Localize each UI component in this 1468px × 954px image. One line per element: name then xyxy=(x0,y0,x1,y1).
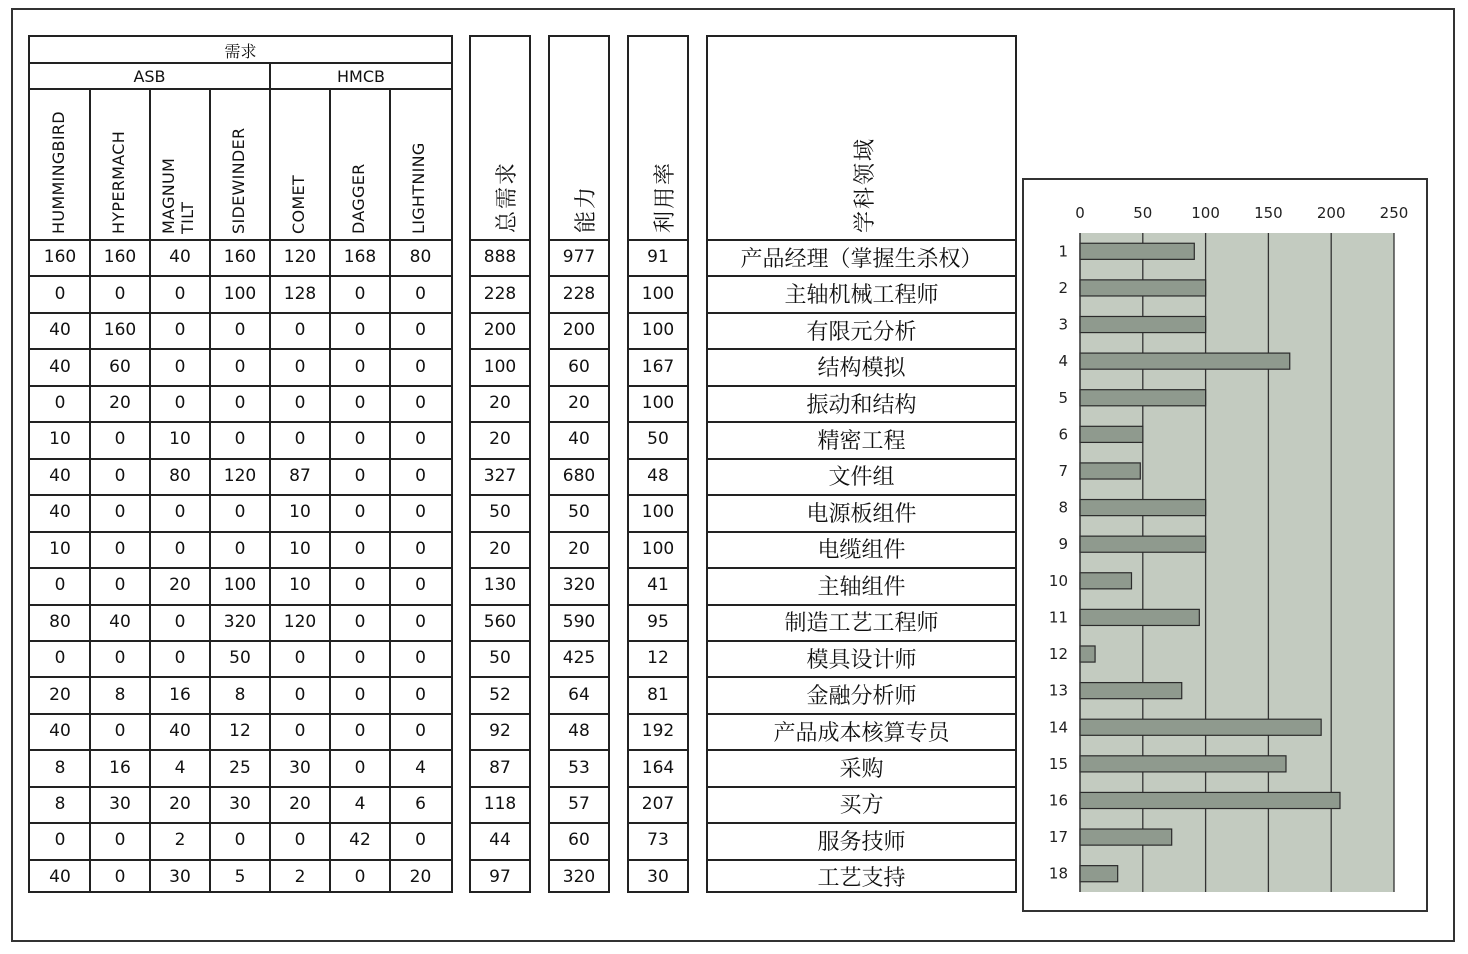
bar xyxy=(1080,280,1206,296)
demand-cell: 0 xyxy=(294,721,306,742)
bar xyxy=(1080,536,1206,552)
demand-cell: 0 xyxy=(354,648,366,669)
bar xyxy=(1080,829,1172,845)
discipline-cell: 电缆组件 xyxy=(817,538,906,564)
utilization-cell: 41 xyxy=(647,575,669,596)
demand-cell: 40 xyxy=(49,721,71,742)
utilization-cell: 100 xyxy=(641,393,675,414)
demand-cell: 0 xyxy=(114,502,126,523)
product-header: DAGGER xyxy=(348,163,368,234)
discipline-cell: 服务技师 xyxy=(817,829,906,855)
utilization-cell: 100 xyxy=(641,502,675,523)
capacity-cell: 590 xyxy=(562,611,596,632)
demand-cell: 0 xyxy=(354,465,366,486)
demand-cell: 40 xyxy=(169,721,191,742)
utilization-cell: 95 xyxy=(647,611,669,632)
demand-cell: 20 xyxy=(409,866,432,887)
demand-cell: 0 xyxy=(415,465,426,486)
demand-cell: 6 xyxy=(415,793,426,814)
bar xyxy=(1080,353,1290,369)
total-demand-cell: 118 xyxy=(483,793,517,814)
total-demand-cell: 228 xyxy=(483,283,517,304)
capacity-column xyxy=(548,35,610,893)
demand-cell: 80 xyxy=(49,611,71,632)
demand-cell: 0 xyxy=(415,356,426,377)
discipline-cell: 买方 xyxy=(839,793,884,819)
demand-cell: 0 xyxy=(354,611,366,632)
demand-cell: 4 xyxy=(174,757,186,778)
demand-cell: 0 xyxy=(415,393,426,414)
utilization-cell: 192 xyxy=(641,721,675,742)
demand-cell: 0 xyxy=(234,830,246,851)
demand-cell: 0 xyxy=(174,356,186,377)
demand-cell: 0 xyxy=(354,393,366,414)
demand-cell: 0 xyxy=(354,721,366,742)
demand-cell: 0 xyxy=(354,356,366,377)
discipline-header: 学科领域 xyxy=(853,136,878,233)
bar xyxy=(1080,609,1199,625)
chart-canvas xyxy=(1024,180,1426,910)
total-demand-cell: 20 xyxy=(489,393,511,414)
capacity-cell: 977 xyxy=(562,247,596,268)
demand-cell: 160 xyxy=(103,320,137,341)
utilization-cell: 81 xyxy=(647,684,669,705)
demand-cell: 0 xyxy=(294,320,306,341)
demand-cell: 128 xyxy=(283,283,317,304)
product-header: HUMMINGBIRD xyxy=(48,111,68,234)
demand-cell: 10 xyxy=(289,538,311,559)
demand-cell: 40 xyxy=(49,320,71,341)
demand-cell: 2 xyxy=(174,830,186,851)
utilization-cell: 73 xyxy=(647,830,669,851)
utilization-cell: 100 xyxy=(641,320,675,341)
demand-cell: 0 xyxy=(354,866,366,887)
demand-cell: 0 xyxy=(415,429,426,450)
demand-cell: 20 xyxy=(169,575,191,596)
bar xyxy=(1080,719,1321,735)
demand-cell: 0 xyxy=(415,502,426,523)
capacity-cell: 20 xyxy=(568,393,590,414)
demand-cell: 16 xyxy=(109,757,131,778)
demand-cell: 120 xyxy=(223,465,257,486)
y-tick-label: 11 xyxy=(1048,608,1068,627)
group-header-asb: ASB xyxy=(133,66,166,86)
demand-cell: 0 xyxy=(114,866,126,887)
x-tick-label: 150 xyxy=(1254,204,1283,222)
capacity-cell: 60 xyxy=(568,830,590,851)
y-tick-label: 16 xyxy=(1048,791,1068,810)
demand-cell: 0 xyxy=(54,283,66,304)
discipline-cell: 金融分析师 xyxy=(806,684,917,710)
demand-header: 需求 xyxy=(224,41,257,61)
total-demand-cell: 50 xyxy=(489,502,511,523)
demand-cell: 30 xyxy=(109,793,131,814)
total-demand-cell: 20 xyxy=(489,429,511,450)
utilization-cell: 207 xyxy=(641,793,675,814)
demand-cell: 0 xyxy=(415,684,426,705)
capacity-header: 能力 xyxy=(574,184,599,233)
demand-cell: 10 xyxy=(289,502,311,523)
product-header: MAGNUM TILT xyxy=(159,157,197,234)
y-tick-label: 17 xyxy=(1048,828,1068,847)
demand-cell: 100 xyxy=(223,575,257,596)
demand-cell: 0 xyxy=(354,502,366,523)
discipline-cell: 产品成本核算专员 xyxy=(773,720,950,746)
demand-table xyxy=(28,35,453,893)
demand-cell: 0 xyxy=(174,538,186,559)
demand-cell: 0 xyxy=(174,502,186,523)
product-header: SIDEWINDER xyxy=(228,127,248,234)
demand-cell: 87 xyxy=(289,465,311,486)
utilization-header: 利用率 xyxy=(653,160,678,233)
utilization-cell: 91 xyxy=(647,247,669,268)
demand-cell: 4 xyxy=(354,793,366,814)
y-tick-label: 14 xyxy=(1048,718,1068,737)
total-demand-column xyxy=(469,35,531,893)
total-demand-cell: 200 xyxy=(483,320,517,341)
total-demand-cell: 97 xyxy=(489,866,511,887)
capacity-cell: 20 xyxy=(568,538,590,559)
total-demand-cell: 327 xyxy=(483,465,517,486)
y-tick-label: 8 xyxy=(1058,498,1068,517)
demand-cell: 0 xyxy=(234,429,246,450)
demand-cell: 8 xyxy=(54,793,66,814)
demand-cell: 160 xyxy=(103,247,137,268)
discipline-cell: 精密工程 xyxy=(817,428,906,454)
demand-cell: 160 xyxy=(43,247,77,268)
bar xyxy=(1080,390,1206,406)
demand-cell: 0 xyxy=(54,393,66,414)
utilization-cell: 30 xyxy=(647,866,669,887)
demand-cell: 80 xyxy=(409,247,432,268)
discipline-column xyxy=(706,35,1017,893)
demand-cell: 120 xyxy=(283,247,317,268)
capacity-cell: 228 xyxy=(562,283,596,304)
x-tick-label: 100 xyxy=(1191,204,1220,222)
utilization-cell: 167 xyxy=(641,356,675,377)
demand-cell: 320 xyxy=(223,611,257,632)
demand-cell: 0 xyxy=(174,283,186,304)
y-tick-label: 3 xyxy=(1058,315,1068,334)
utilization-cell: 100 xyxy=(641,283,675,304)
demand-cell: 0 xyxy=(234,502,246,523)
demand-cell: 10 xyxy=(49,538,71,559)
capacity-cell: 53 xyxy=(568,757,590,778)
demand-cell: 0 xyxy=(415,538,426,559)
demand-cell: 0 xyxy=(294,393,306,414)
demand-cell: 0 xyxy=(415,721,426,742)
discipline-cell: 有限元分析 xyxy=(806,319,917,345)
utilization-cell: 48 xyxy=(647,465,669,486)
demand-cell: 10 xyxy=(169,429,191,450)
total-demand-cell: 50 xyxy=(489,648,511,669)
capacity-cell: 200 xyxy=(562,320,596,341)
demand-cell: 30 xyxy=(169,866,191,887)
demand-cell: 0 xyxy=(415,830,426,851)
demand-cell: 20 xyxy=(169,793,191,814)
y-tick-label: 13 xyxy=(1048,681,1068,700)
demand-cell: 0 xyxy=(354,538,366,559)
demand-cell: 0 xyxy=(415,648,426,669)
total-demand-cell: 20 xyxy=(489,538,511,559)
demand-cell: 80 xyxy=(169,465,191,486)
discipline-cell: 主轴机械工程师 xyxy=(784,283,939,309)
product-header: LIGHTNING xyxy=(409,142,428,234)
discipline-cell: 文件组 xyxy=(828,465,895,491)
capacity-cell: 320 xyxy=(562,866,596,887)
bar xyxy=(1080,792,1340,808)
demand-cell: 0 xyxy=(354,320,366,341)
discipline-cell: 采购 xyxy=(839,757,884,783)
bar xyxy=(1080,573,1131,589)
demand-cell: 0 xyxy=(415,320,426,341)
demand-cell: 0 xyxy=(54,575,66,596)
demand-cell: 0 xyxy=(174,393,186,414)
capacity-cell: 40 xyxy=(568,429,590,450)
demand-cell: 5 xyxy=(234,866,246,887)
demand-cell: 40 xyxy=(49,356,71,377)
demand-cell: 0 xyxy=(354,283,366,304)
x-tick-label: 200 xyxy=(1316,204,1346,222)
y-tick-label: 15 xyxy=(1048,754,1068,773)
demand-cell: 10 xyxy=(289,575,311,596)
demand-cell: 120 xyxy=(283,611,317,632)
demand-cell: 0 xyxy=(294,830,306,851)
demand-cell: 8 xyxy=(234,684,246,705)
demand-cell: 0 xyxy=(415,611,426,632)
bar xyxy=(1080,463,1140,479)
demand-cell: 0 xyxy=(114,538,126,559)
demand-cell: 20 xyxy=(49,684,71,705)
demand-cell: 0 xyxy=(415,283,426,304)
demand-cell: 0 xyxy=(54,648,66,669)
capacity-cell: 48 xyxy=(568,721,590,742)
bar xyxy=(1080,316,1206,332)
demand-cell: 0 xyxy=(174,648,186,669)
y-tick-label: 18 xyxy=(1048,864,1068,883)
demand-cell: 0 xyxy=(294,648,306,669)
demand-cell: 0 xyxy=(114,721,126,742)
demand-cell: 0 xyxy=(114,465,126,486)
demand-cell: 40 xyxy=(49,465,71,486)
total-demand-header: 总需求 xyxy=(495,160,520,233)
demand-cell: 4 xyxy=(415,757,426,778)
y-tick-label: 4 xyxy=(1058,352,1068,371)
demand-cell: 12 xyxy=(229,721,251,742)
capacity-cell: 320 xyxy=(562,575,596,596)
demand-cell: 40 xyxy=(169,247,191,268)
demand-cell: 0 xyxy=(234,538,246,559)
capacity-cell: 60 xyxy=(568,356,590,377)
capacity-cell: 50 xyxy=(568,502,590,523)
demand-cell: 0 xyxy=(174,611,186,632)
demand-cell: 8 xyxy=(114,684,126,705)
total-demand-cell: 100 xyxy=(483,356,517,377)
demand-cell: 40 xyxy=(49,502,71,523)
demand-cell: 168 xyxy=(343,247,377,268)
demand-cell: 100 xyxy=(223,283,257,304)
demand-cell: 0 xyxy=(415,575,426,596)
demand-cell: 0 xyxy=(294,684,306,705)
bar xyxy=(1080,500,1206,516)
demand-cell: 0 xyxy=(294,429,306,450)
demand-cell: 0 xyxy=(114,429,126,450)
demand-cell: 2 xyxy=(294,866,306,887)
discipline-cell: 主轴组件 xyxy=(817,574,906,600)
y-tick-label: 5 xyxy=(1058,388,1068,407)
utilization-cell: 12 xyxy=(647,648,669,669)
discipline-cell: 产品经理（掌握生杀权） xyxy=(740,246,983,272)
demand-cell: 0 xyxy=(234,393,246,414)
discipline-cell: 工艺支持 xyxy=(817,866,906,892)
demand-cell: 42 xyxy=(349,830,371,851)
demand-cell: 30 xyxy=(289,757,311,778)
demand-cell: 20 xyxy=(289,793,311,814)
total-demand-cell: 52 xyxy=(489,684,511,705)
product-header: HYPERMACH xyxy=(108,130,128,234)
y-tick-label: 1 xyxy=(1058,242,1068,261)
demand-cell: 0 xyxy=(354,575,366,596)
demand-cell: 0 xyxy=(114,575,126,596)
demand-cell: 0 xyxy=(174,320,186,341)
bar xyxy=(1080,426,1143,442)
demand-cell: 160 xyxy=(223,247,257,268)
demand-cell: 50 xyxy=(229,648,251,669)
demand-cell: 10 xyxy=(49,429,71,450)
y-tick-label: 7 xyxy=(1058,461,1068,480)
utilization-column xyxy=(627,35,689,893)
discipline-cell: 结构模拟 xyxy=(817,356,906,382)
total-demand-cell: 888 xyxy=(483,247,517,268)
demand-cell: 25 xyxy=(229,757,251,778)
y-tick-label: 6 xyxy=(1058,425,1068,444)
demand-cell: 16 xyxy=(169,684,191,705)
demand-cell: 0 xyxy=(234,356,246,377)
x-tick-label: 250 xyxy=(1379,204,1409,222)
capacity-cell: 680 xyxy=(562,465,596,486)
bar xyxy=(1080,646,1095,662)
y-tick-label: 2 xyxy=(1058,278,1068,297)
total-demand-cell: 44 xyxy=(489,830,511,851)
demand-cell: 0 xyxy=(114,830,126,851)
utilization-bar-chart xyxy=(1022,178,1428,912)
total-demand-cell: 560 xyxy=(483,611,517,632)
demand-cell: 0 xyxy=(354,757,366,778)
demand-cell: 0 xyxy=(54,830,66,851)
demand-cell: 0 xyxy=(114,648,126,669)
group-header-hmcb: HMCB xyxy=(337,66,385,86)
y-tick-label: 12 xyxy=(1048,645,1068,664)
discipline-cell: 电源板组件 xyxy=(806,501,917,527)
bar xyxy=(1080,243,1194,259)
demand-cell: 60 xyxy=(109,356,131,377)
demand-cell: 8 xyxy=(54,757,66,778)
discipline-cell: 模具设计师 xyxy=(806,647,917,673)
demand-cell: 0 xyxy=(354,684,366,705)
utilization-cell: 100 xyxy=(641,538,675,559)
utilization-cell: 164 xyxy=(641,757,675,778)
demand-cell: 0 xyxy=(294,356,306,377)
y-tick-label: 10 xyxy=(1048,571,1068,590)
total-demand-cell: 87 xyxy=(489,757,511,778)
capacity-cell: 64 xyxy=(568,684,590,705)
discipline-cell: 制造工艺工程师 xyxy=(784,611,939,637)
bar xyxy=(1080,683,1182,699)
demand-cell: 40 xyxy=(49,866,71,887)
x-tick-label: 0 xyxy=(1075,204,1085,222)
product-header: COMET xyxy=(288,175,308,234)
total-demand-cell: 130 xyxy=(483,575,517,596)
discipline-cell: 振动和结构 xyxy=(806,392,917,418)
demand-cell: 40 xyxy=(109,611,131,632)
demand-cell: 0 xyxy=(234,320,246,341)
x-tick-label: 50 xyxy=(1133,204,1153,222)
total-demand-cell: 92 xyxy=(489,721,511,742)
bar xyxy=(1080,756,1286,772)
bar xyxy=(1080,866,1118,882)
y-tick-label: 9 xyxy=(1058,535,1068,554)
demand-cell: 0 xyxy=(114,283,126,304)
demand-cell: 30 xyxy=(229,793,251,814)
capacity-cell: 57 xyxy=(568,793,590,814)
capacity-cell: 425 xyxy=(562,648,596,669)
demand-cell: 20 xyxy=(109,393,131,414)
utilization-cell: 50 xyxy=(647,429,669,450)
demand-cell: 0 xyxy=(354,429,366,450)
